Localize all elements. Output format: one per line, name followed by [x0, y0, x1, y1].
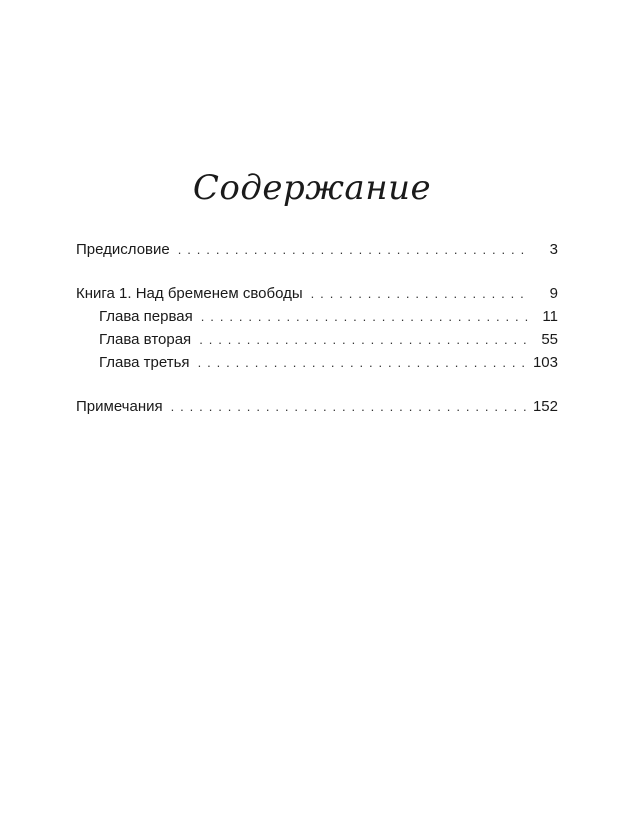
- toc-entry-book-1[interactable]: [76, 282, 558, 305]
- toc-entry-page: 55: [541, 331, 558, 348]
- dot-leader: [178, 238, 528, 261]
- toc-entry-label: Книга 1. Над бременем свободы: [76, 285, 303, 302]
- dot-leader: [198, 351, 527, 374]
- dot-leader: [171, 395, 527, 418]
- dot-leader: [311, 282, 528, 305]
- toc-entry-page: 9: [549, 285, 558, 302]
- toc-entry-page: 11: [542, 308, 558, 325]
- dot-leader: [201, 305, 528, 328]
- toc-entry-label: Предисловие: [76, 241, 170, 258]
- toc-entry-chapter-3[interactable]: [76, 351, 558, 374]
- toc-entry-page: 103: [532, 354, 558, 371]
- toc-entry-label: Примечания: [76, 398, 163, 415]
- toc-entry-label: Глава первая: [99, 308, 193, 325]
- toc-entry-page: 152: [532, 398, 558, 415]
- table-of-contents: [76, 238, 558, 418]
- toc-entry-label: Глава вторая: [99, 331, 192, 348]
- page-title: Содержание: [192, 168, 432, 208]
- toc-entry-preface[interactable]: [76, 238, 558, 261]
- toc-entry-notes[interactable]: [76, 395, 558, 418]
- dot-leader: [199, 328, 528, 351]
- toc-entry-chapter-2[interactable]: [76, 328, 558, 351]
- toc-entry-label: Глава третья: [99, 354, 190, 371]
- toc-entry-chapter-1[interactable]: [76, 305, 558, 328]
- toc-entry-page: 3: [549, 241, 558, 258]
